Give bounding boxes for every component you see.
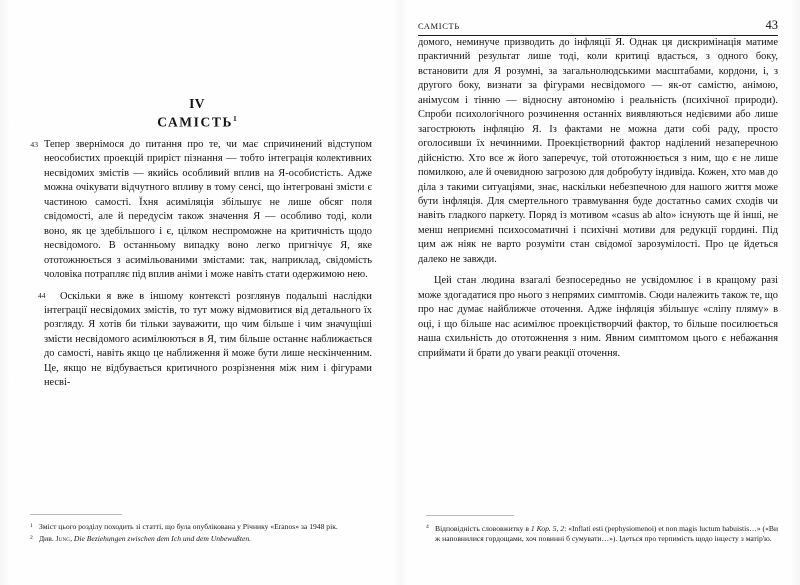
running-head <box>418 18 778 34</box>
left-page-body <box>22 138 372 391</box>
footnote-text-part2: : «Inflati esti (pephysiomenoi) et non magis luctum habuistis…» («Ви ж наповнилися гордощами, хоч повинні б сумувати…»). Ідеться про терпимість щодо інцесту з матір'ю. <box>435 523 779 544</box>
footnote-marker: 4 <box>426 524 429 531</box>
running-head-title: САМІСТЬ <box>418 22 460 31</box>
paragraph-text: Цей стан людина взагалі безпосередньо не усвідомлює і в кращому разі може здогадатися про нього з непрямих симптомів. Сюди належить також те, що про нас думає найближче оточення. Адже інфляція збільшує «сліпу пляму» в оці, і що більше нас асимілює проекцієтворчий фактор, то більше посилюється наша схильність до ототожнення з ним. Явним симптомом цього є небажання сприймати й брати до уваги реакції оточення. <box>418 275 778 359</box>
footnote-prefix: Див. <box>39 534 56 544</box>
footnote-separator-rule <box>426 515 514 516</box>
paragraph-text: домого, неминуче призводить до інфляції Я. Однак ця дискримінація матиме практичний результат лише тоді, коли критиці вдасться, з одного боку, встановити для Я розумні, за загальнолюдськими масштабами, кордони, і, з другого боку, визнати за фігурами несвідомого — як-от самістю, анімою, анімусом і тінню — відносну автономію і реальність (психічної природи). Спроби психологічного розчинення останніх виявляються недієвими або лише загострюють інфляцію Я. Із фактами не можна дати собі раду, просто оголосивши їх нечинними. Проекцієтворний фактор наділений незаперечною дійсністю. Хто все ж його заперечує, той ототожнюється з ним, що є не лише помилкою, але й очевидною загрозою для добробуту індивіда. Кожен, хто мав до діла з такими ситуаціями, знає, наскільки небезпечною для нашого життя може бути інфляція. Для смертельного травмування буде достатньо самих сходів чи навіть гладкого паркету. Поряд із мотивом «casus ab alto» існують ще й інші, не менш неприємні психосоматичні і психічні мотиви для редукції гордині. Під цим аж ніяк не варто розуміти стан свідомої зарозумілості. Про це йдеться далеко не завжди. <box>418 37 778 265</box>
footnote-author: Jung <box>55 535 71 544</box>
footnote-marker: 2 <box>30 535 33 542</box>
paragraph <box>22 138 372 283</box>
footnote-marker: 1 <box>30 522 33 529</box>
footnote-text: Зміст цього розділу походить зі статті, що була опублікована у Річнику «Eranos» за 1948 рік. <box>39 522 338 532</box>
page-edge-shadow <box>790 0 800 585</box>
footnote <box>30 534 372 545</box>
chapter-title-footnote-marker: 1 <box>232 113 237 123</box>
paragraph-text: Оскільки я вже в іншому контексті розглянув подальші наслідки інтеграції несвідомих змістів, то тут можу відмовитися від детального їх розгляду. Я хотів би тільки зауважити, що чим більше і чим значущіші змісти несвідомого асимілюються в Я, тим більше останнє наближається до самості, навіть якщо це наближення й може бути лише нескінченним. Це, якщо не відбувається критичного розрізнення між ним і фігурами несві- <box>44 290 372 389</box>
footnote-title: , Die Beziehungen zwischen dem Ich und dem Unbewußten. <box>70 534 252 544</box>
chapter-heading <box>22 0 372 131</box>
page-number: 43 <box>765 18 778 32</box>
footnote-text-part1: Відповідність слововжитку в <box>435 523 531 533</box>
chapter-title <box>22 114 372 131</box>
paragraph <box>418 36 778 267</box>
paragraph-text: Тепер звернімося до питання про те, чи має спричинений відступом неособистих проекцій приріст пізнання — тобто інтеграція колективних несвідомих змістів — якийсь особливий вплив на Я-особистість. Адже можна очікувати відчутного впливу в тому сенсі, що інтегровані змісти є частиною самості. Їхня асиміляція збільшує не лише обсяг поля свідомості, але й передусім також значення Я — особливо тоді, коли воно, як це здебільшого і є, цілком неспроможне на критичність щодо несвідомого. В останньому випадку воно легко пригнічує Я, яке ототожнюється з асимільованими змістами: так, наприклад, свідомість чоловіка потрапляє під вплив аніми і може навіть стати одержимою нею. <box>44 139 372 281</box>
page-edge-shadow <box>0 0 10 585</box>
right-page-body <box>418 36 778 361</box>
chapter-number: IV <box>189 96 205 111</box>
left-page-footnotes <box>30 514 372 545</box>
margin-number: 43 <box>30 139 38 149</box>
right-page-footnotes <box>426 515 778 545</box>
footnote <box>426 524 778 545</box>
paragraph <box>418 274 778 361</box>
chapter-title-text: САМІСТЬ <box>157 114 233 130</box>
footnote-separator-rule <box>30 514 122 515</box>
paragraph <box>22 290 372 391</box>
footnote-citation: 1 Кор. 5, 2 <box>530 523 565 533</box>
footnote <box>30 522 372 533</box>
right-page <box>400 0 800 585</box>
margin-number: 44 <box>38 291 46 301</box>
